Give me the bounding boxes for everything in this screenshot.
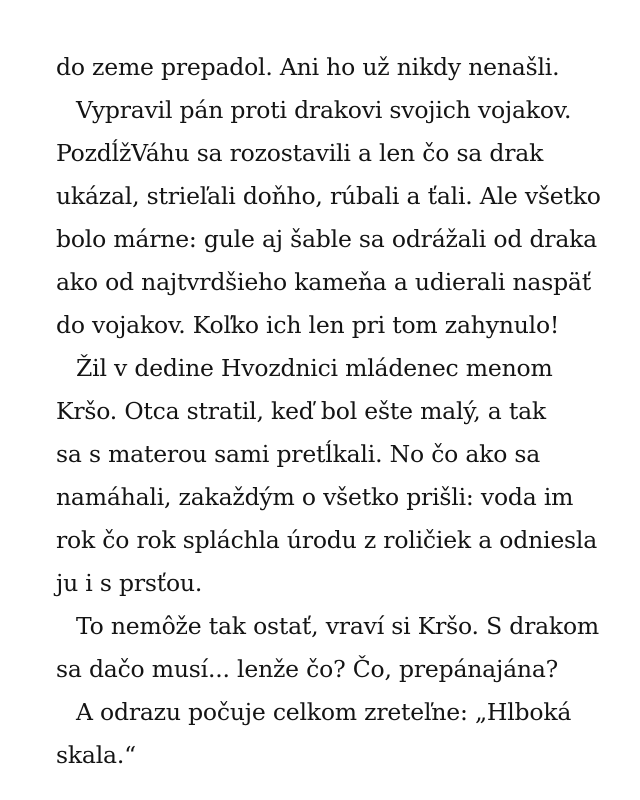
text-line-11: namáhali, zakaždým o všetko prišli: voda im — [56, 483, 574, 511]
text-line-9: Kršo. Otca stratil, keď bol ešte malý, a tak — [56, 397, 546, 425]
text-line-3: PozdĺžVáhu sa rozostavili a len čo sa drak — [56, 139, 544, 167]
text-line-5: bolo márne: gule aj šable sa odrážali od draka — [56, 225, 597, 253]
text-line-2: Vypravil pán proti drakovi svojich vojakov. — [76, 96, 572, 124]
text-line-4: ukázal, strieľali doňho, rúbali a ťali. Ale všetko — [56, 182, 601, 210]
text-line-14: To nemôže tak ostať, vraví si Kršo. S drakom — [76, 612, 599, 640]
text-line-16: A odrazu počuje celkom zreteľne: „Hlboká — [76, 698, 572, 726]
text-line-17: skala.“ — [56, 741, 136, 769]
text-line-1: do zeme prepadol. Ani ho už nikdy nenašli. — [56, 53, 560, 81]
text-line-6: ako od najtvrdšieho kameňa a udierali naspäť — [56, 268, 591, 296]
text-line-12: rok čo rok spláchla úrodu z roličiek a odniesla — [56, 526, 598, 554]
text-line-8: Žil v dedine Hvozdnici mládenec menom — [76, 354, 553, 382]
text-line-13: ju i s prsťou. — [56, 569, 203, 597]
text-line-10: sa s materou sami pretĺkali. No čo ako sa — [56, 440, 541, 468]
text-line-7: do vojakov. Koľko ich len pri tom zahynulo! — [56, 311, 560, 339]
text-line-15: sa dačo musí... lenže čo? Čo, prepánajána? — [56, 655, 559, 683]
